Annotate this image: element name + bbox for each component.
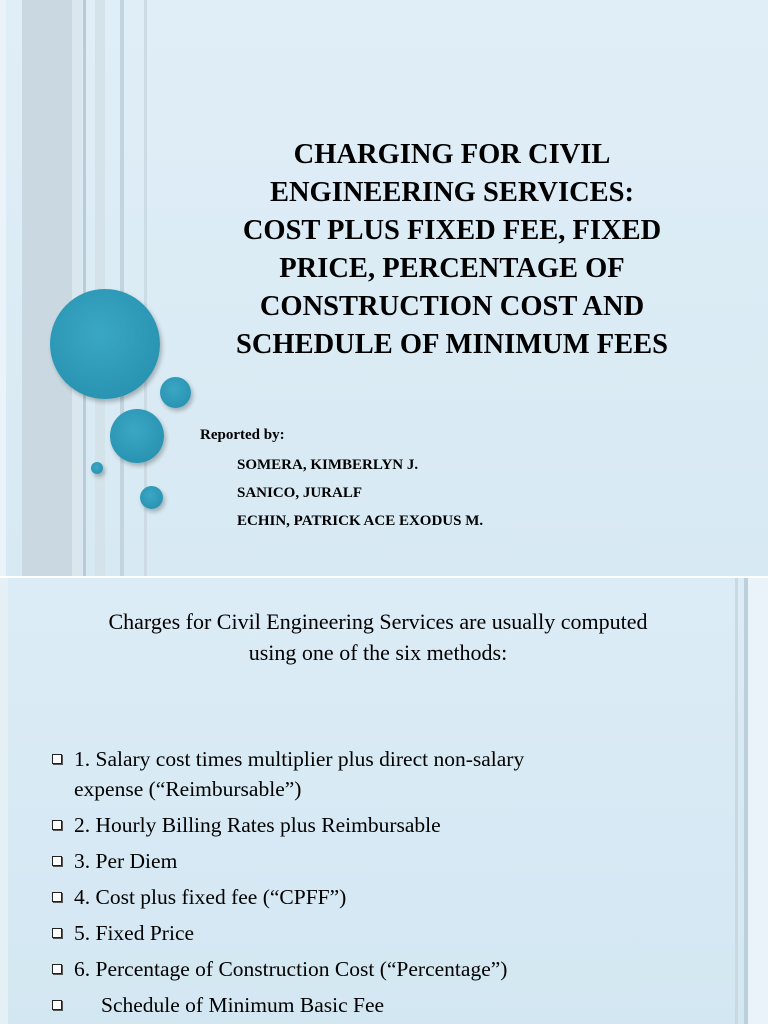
list-item <box>48 990 568 1020</box>
method-text: 4. Cost plus fixed fee (“CPFF”) <box>74 885 347 909</box>
decorative-circle <box>140 486 163 509</box>
reporter-label: Reported by: <box>200 427 285 443</box>
list-item <box>48 882 568 912</box>
title-line: PRICE, PERCENTAGE OF <box>279 253 625 284</box>
decorative-circle <box>110 409 164 463</box>
reporter-name: SOMERA, KIMBERLYN J. <box>237 457 419 473</box>
method-text: 6. Percentage of Construction Cost (“Percentage”) <box>74 957 508 981</box>
reporter-name: SANICO, JURALF <box>237 485 363 501</box>
decorative-circle <box>91 462 103 474</box>
decorative-stripe <box>735 578 738 1024</box>
method-text: 2. Hourly Billing Rates plus Reimbursable <box>74 813 441 837</box>
methods-list <box>48 744 568 1026</box>
decorative-stripe <box>83 0 86 576</box>
square-bullet-icon <box>52 820 62 830</box>
title-line: CONSTRUCTION COST AND <box>259 291 645 322</box>
reporter-list <box>237 456 483 540</box>
decorative-stripe <box>95 0 105 576</box>
decorative-stripe <box>0 0 6 576</box>
decorative-circle <box>160 377 191 408</box>
square-bullet-icon <box>52 928 62 938</box>
reporter-name: ECHIN, PATRICK ACE EXODUS M. <box>237 513 484 529</box>
title-line: ENGINEERING SERVICES: <box>269 177 635 208</box>
method-text: 3. Per Diem <box>74 849 178 873</box>
list-item <box>48 954 568 984</box>
decorative-stripe <box>0 578 8 1024</box>
list-item <box>48 744 568 804</box>
title-line: SCHEDULE OF MINIMUM FEES <box>235 329 668 360</box>
square-bullet-icon <box>52 964 62 974</box>
decorative-stripe <box>120 0 124 576</box>
decorative-stripe <box>72 0 82 576</box>
decorative-stripe <box>748 578 768 1024</box>
square-bullet-icon <box>52 892 62 902</box>
decorative-circle-large <box>50 289 160 399</box>
method-text: 5. Fixed Price <box>74 921 195 945</box>
method-text: Schedule of Minimum Basic Fee <box>101 993 385 1017</box>
intro-text <box>40 606 716 668</box>
intro-line: using one of the six methods: <box>248 640 508 665</box>
title-line: COST PLUS FIXED FEE, FIXED <box>242 215 662 246</box>
square-bullet-icon <box>52 754 62 764</box>
method-text: 1. Salary cost times multiplier plus direct non-salary expense (“Reimbursable”) <box>74 747 525 801</box>
list-item <box>48 810 568 840</box>
list-item <box>48 918 568 948</box>
square-bullet-icon <box>52 856 62 866</box>
slide-title <box>182 136 722 364</box>
title-line: CHARGING FOR CIVIL <box>293 139 611 170</box>
decorative-stripe <box>22 0 72 576</box>
square-bullet-icon <box>52 1000 62 1010</box>
list-item <box>48 846 568 876</box>
intro-line: Charges for Civil Engineering Services are usually computed <box>108 609 648 634</box>
